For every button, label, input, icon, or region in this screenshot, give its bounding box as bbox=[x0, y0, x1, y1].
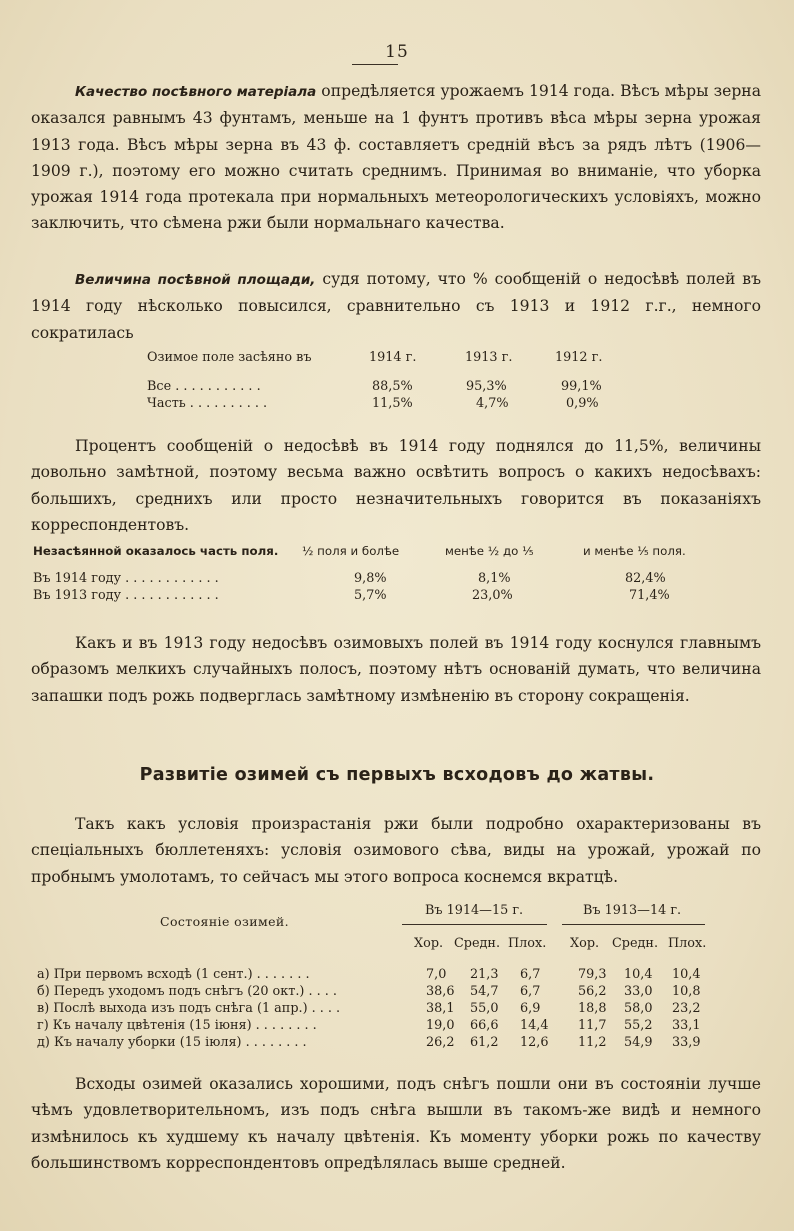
table-cell: 8,1% bbox=[478, 571, 511, 586]
row-label: в) Послѣ выхода изъ подъ снѣга (1 апр.) . . . . bbox=[37, 1001, 341, 1016]
table-cell: 0,9% bbox=[566, 396, 599, 411]
table-cell: 61,2 bbox=[470, 1035, 499, 1050]
table-cell: 12,6 bbox=[520, 1035, 549, 1050]
table-cell: 54,9 bbox=[624, 1035, 653, 1050]
paragraph-text: Какъ и въ 1913 году недосѣвъ озимовыхъ полей въ 1914 году коснулся главнымъ образомъ мелкихъ случайныхъ полосъ, поэтому нѣтъ основаній думать, что величина запашки подъ рожь подверглась замѣтному измѣненію въ сторону сокращенія. bbox=[31, 634, 761, 705]
paragraph-text: Такъ какъ условія произрастанія ржи были подробно охарактеризованы въ спеціальныхъ бюллетеняхъ: условія озимового сѣва, виды на урожай, урожай по пробнымъ умолотамъ, то сейчасъ мы этого вопроса коснемся вкратцѣ. bbox=[31, 815, 761, 886]
paragraph-text: Процентъ сообщеній о недосѣвѣ въ 1914 году поднялся до 11,5%, величины довольно замѣтной, поэтому весьма важно освѣтить вопросъ о какихъ недосѣвахъ: большихъ, среднихъ или просто незначительныхъ говорится въ показаніяхъ корреспондентовъ. bbox=[31, 437, 761, 534]
table-cell: 38,6 bbox=[426, 984, 455, 999]
table-cell: 11,5% bbox=[372, 396, 413, 411]
table-cell: 23,2 bbox=[672, 1001, 701, 1016]
table-cell: 99,1% bbox=[561, 379, 602, 394]
table-cell: 10,4 bbox=[672, 967, 701, 982]
table-cell: 33,1 bbox=[672, 1018, 701, 1033]
paragraph-winter-crops-summary bbox=[31, 1071, 761, 1176]
table-cell: 10,8 bbox=[672, 984, 701, 999]
table-cell: 56,2 bbox=[578, 984, 607, 999]
paragraph-text: опредѣляется урожаемъ 1914 года. Вѣсъ мѣры зерна оказался равнымъ 43 фунтамъ, меньше на 1 фунтъ противъ вѣса мѣры зерна урожая 1913 года. Вѣсъ мѣры зерна въ 43 ф. составляетъ среднiй вѣсъ за рядъ лѣтъ (1906—1909 г.), поэтому его можно считать среднимъ. Принимая во вниманіе, что уборка урожая 1914 года протекала при нормальныхъ метеорологическихъ условіяхъ, можно заключить, что сѣмена ржи были нормальнаго качества. bbox=[31, 82, 761, 233]
column-header: Средн. bbox=[612, 936, 659, 951]
table-cell: 55,2 bbox=[624, 1018, 653, 1033]
column-header: 1912 г. bbox=[555, 350, 603, 365]
table-cell: 26,2 bbox=[426, 1035, 455, 1050]
column-header: 1913 г. bbox=[465, 350, 513, 365]
table-cell: 19,0 bbox=[426, 1018, 455, 1033]
column-header: Плох. bbox=[508, 936, 547, 951]
table-cell: 23,0% bbox=[472, 588, 513, 603]
column-header: Хор. bbox=[414, 936, 444, 951]
column-header: Плох. bbox=[668, 936, 707, 951]
row-label: Все . . . . . . . . . . . bbox=[147, 379, 261, 394]
column-header: Средн. bbox=[454, 936, 501, 951]
paragraph-text: судя потому, что % сообщеній о недосѣвѣ полей въ 1914 году нѣсколько повысился, сравнительно съ 1913 и 1912 г.г., немного сократилась bbox=[31, 270, 762, 342]
table-cell: 10,4 bbox=[624, 967, 653, 982]
table-cell: 6,7 bbox=[520, 967, 541, 982]
heading-seed-quality: Качество посѣвного матеріала bbox=[75, 84, 317, 100]
row-label: д) Къ началу уборки (15 іюля) . . . . . . . . bbox=[37, 1035, 307, 1050]
table-cell: 79,3 bbox=[578, 967, 607, 982]
row-label: Въ 1914 году . . . . . . . . . . . . bbox=[33, 571, 219, 586]
group-header: Въ 1913—14 г. bbox=[583, 903, 682, 918]
table-cell: 6,9 bbox=[520, 1001, 541, 1016]
table-cell: 11,7 bbox=[578, 1018, 607, 1033]
table-cell: 66,6 bbox=[470, 1018, 499, 1033]
table-cell: 21,3 bbox=[470, 967, 499, 982]
table-cell: 38,1 bbox=[426, 1001, 455, 1016]
table-cell: 58,0 bbox=[624, 1001, 653, 1016]
heading-sown-area: Величина посѣвной площади, bbox=[75, 272, 316, 288]
table-cell: 6,7 bbox=[520, 984, 541, 999]
section-title: Развитіе озимей съ первыхъ всходовъ до жатвы. bbox=[139, 765, 655, 785]
table-cell: 88,5% bbox=[372, 379, 413, 394]
table-cell: 14,4 bbox=[520, 1018, 549, 1033]
row-label: Въ 1913 году . . . . . . . . . . . . bbox=[33, 588, 219, 603]
table-cell: 7,0 bbox=[426, 967, 447, 982]
group-header: Въ 1914—15 г. bbox=[425, 903, 524, 918]
table-caption: Незасѣянной оказалось часть поля. bbox=[33, 544, 279, 558]
column-header: Хор. bbox=[570, 936, 600, 951]
row-label: б) Передъ уходомъ подъ снѣгъ (20 окт.) . . . . bbox=[37, 984, 337, 999]
row-label: г) Къ началу цвѣтенія (15 іюня) . . . . . . . . bbox=[37, 1018, 317, 1033]
table-cell: 5,7% bbox=[354, 588, 387, 603]
row-label: Часть . . . . . . . . . . bbox=[147, 396, 268, 411]
column-header: менѣе ½ до ⅕ bbox=[445, 544, 534, 558]
column-header: и менѣе ⅕ поля. bbox=[583, 544, 686, 558]
table-cell: 54,7 bbox=[470, 984, 499, 999]
table-cell: 4,7% bbox=[476, 396, 509, 411]
table-cell: 33,9 bbox=[672, 1035, 701, 1050]
table-cell: 71,4% bbox=[629, 588, 670, 603]
table-cell: 82,4% bbox=[625, 571, 666, 586]
table-cell: 11,2 bbox=[578, 1035, 607, 1050]
group-rule bbox=[562, 924, 705, 925]
table-cell: 55,0 bbox=[470, 1001, 499, 1016]
table-cell: 33,0 bbox=[624, 984, 653, 999]
group-rule bbox=[402, 924, 547, 925]
page-number: 15 bbox=[385, 42, 409, 62]
row-label: а) При первомъ всходѣ (1 сент.) . . . . . . . bbox=[37, 967, 310, 982]
table-caption: Озимое поле засѣяно въ bbox=[147, 350, 312, 365]
table-cell: 9,8% bbox=[354, 571, 387, 586]
table-cell: 95,3% bbox=[466, 379, 507, 394]
table-cell: 18,8 bbox=[578, 1001, 607, 1016]
column-header: 1914 г. bbox=[369, 350, 417, 365]
paragraph-text: Всходы озимей оказались хорошими, подъ снѣгъ пошли они въ состояніи лучше чѣмъ удовлетворительномъ, изъ подъ снѣга вышли въ такомъ-же видѣ и немного измѣнилось къ худшему къ началу цвѣтенія. Къ моменту уборки рожь по качеству большинствомъ корреспондентовъ опредѣлялась выше средней. bbox=[31, 1075, 761, 1172]
column-header: ½ поля и болѣе bbox=[302, 544, 400, 558]
table-caption: Состояніе озимей. bbox=[160, 914, 290, 929]
